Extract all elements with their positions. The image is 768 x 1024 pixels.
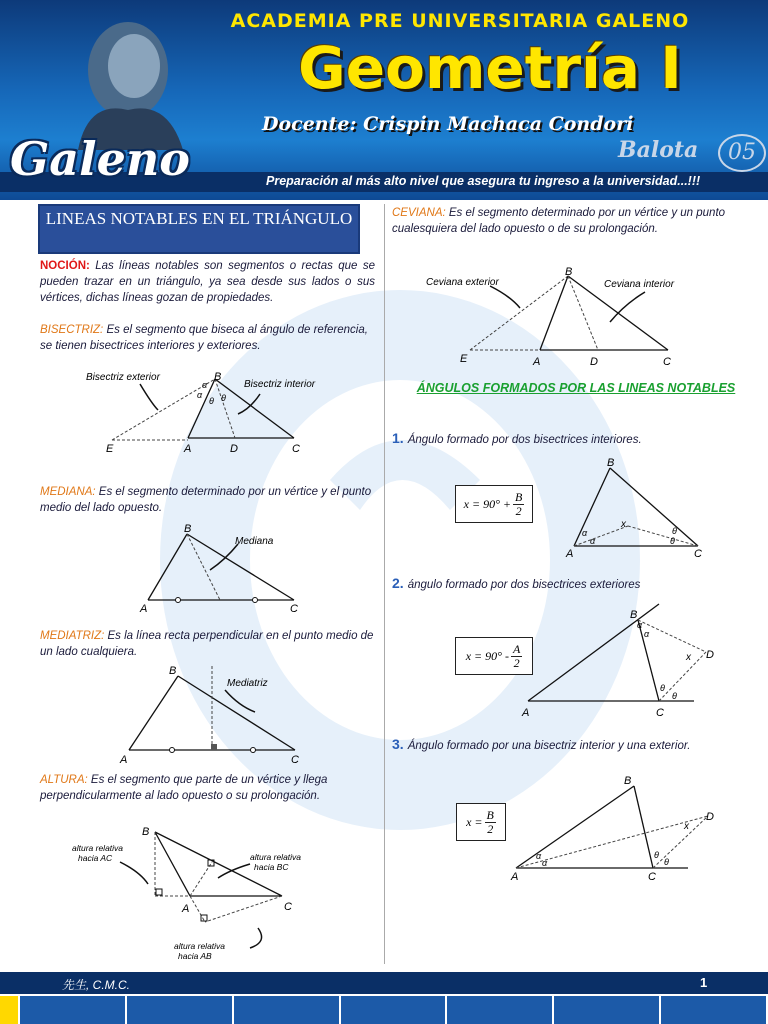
formula-box-3 <box>456 803 506 841</box>
vertex-a-label: A <box>120 754 128 766</box>
vertex-c-label: C <box>292 443 300 455</box>
vertex-b-label: B <box>565 266 573 278</box>
angle-alpha-1: α <box>582 528 588 538</box>
mediatriz-term: MEDIATRIZ: <box>40 630 105 642</box>
column-divider <box>384 204 385 964</box>
angle-alpha-1: α <box>202 380 208 390</box>
teacher-name: Docente: Crispin Machaca Condori <box>262 113 634 135</box>
formula-denominator: 2 <box>515 503 522 518</box>
nocion-term: NOCIÓN: <box>40 260 90 272</box>
mediana-term: MEDIANA: <box>40 486 96 498</box>
mediatriz-label: Mediatriz <box>227 678 268 689</box>
bisectriz-figure <box>80 364 340 460</box>
mediana-label: Mediana <box>235 536 274 547</box>
academy-name: ACADEMIA PRE UNIVERSITARIA GALENO <box>230 10 690 32</box>
vertex-b-label: B <box>214 371 222 383</box>
bisectriz-term: BISECTRIZ: <box>40 324 104 336</box>
angle-figure-3 <box>508 770 718 882</box>
vertex-d-label: D <box>706 811 714 823</box>
item-number: 1. <box>392 430 404 446</box>
ceviana-figure <box>420 262 710 370</box>
angles-section-title: ÁNGULOS FORMADOS POR LAS LINEAS NOTABLES <box>416 381 736 395</box>
vertex-c-label: C <box>694 548 702 560</box>
vertex-a-label: A <box>184 443 192 455</box>
bisectriz-interior-label: Bisectriz interior <box>244 379 316 390</box>
angle-figure-2 <box>514 600 724 722</box>
nocion-paragraph <box>40 258 375 306</box>
formula-box-1 <box>455 485 533 523</box>
vertex-d-label: D <box>706 649 714 661</box>
balota-number: 05 <box>718 134 766 172</box>
angle-x-label: x <box>621 519 626 530</box>
angle-alpha-1: α <box>536 851 542 861</box>
balota-label: Balota <box>618 137 699 163</box>
mediatriz-text: Es la línea recta perpendicular en el punto medio de un lado cualquiera. <box>40 630 374 658</box>
section-title-box <box>38 204 360 254</box>
vertex-c-label: C <box>648 871 656 882</box>
formula-left: x = 90° - <box>465 648 509 663</box>
vertex-b-label: B <box>630 609 638 621</box>
angle-alpha-2: α <box>590 536 596 546</box>
formula-numerator: B <box>486 807 494 822</box>
vertex-d-label: D <box>590 356 598 368</box>
ceviana-text: Es el segmento determinado por un vértice y un punto cualesquiera del lado opuesto o de su prolongación. <box>392 207 726 235</box>
altura-term: ALTURA: <box>40 774 88 786</box>
altura-bc-label-2: hacia BC <box>254 862 289 872</box>
angle-theta-1: θ <box>660 683 665 693</box>
ceviana-interior-label: Ceviana interior <box>604 279 675 290</box>
angle-item-3 <box>392 736 712 754</box>
altura-ab-label-1: altura relativa <box>174 941 226 951</box>
angle-alpha-2: α <box>542 858 548 868</box>
mediatriz-paragraph <box>40 628 375 660</box>
ceviana-exterior-label: Ceviana exterior <box>426 277 499 288</box>
altura-ac-label-1: altura relativa <box>72 843 124 853</box>
galeno-logo: Galeno <box>10 132 190 186</box>
angle-theta-1: θ <box>209 396 214 406</box>
footer-decoration <box>0 996 768 1024</box>
course-title: Geometría I <box>298 34 682 102</box>
formula-left: x = 90° + <box>463 496 511 511</box>
altura-figure <box>70 822 320 968</box>
angle-theta-2: θ <box>664 857 669 867</box>
vertex-b-label: B <box>142 826 150 838</box>
formula-denominator: 2 <box>487 821 494 836</box>
vertex-b-label: B <box>607 457 615 469</box>
page-number: 1 <box>700 975 708 990</box>
vertex-e-label: E <box>106 443 114 455</box>
section-title: LINEAS NOTABLES EN EL TRIÁNGULO <box>45 209 353 228</box>
altura-ac-label-2: hacia AC <box>78 853 113 863</box>
nocion-text: Las líneas notables son segmentos o rectas que se pueden trazar en un triángulo, ya sea desde sus lados o sus vértices, dichas líneas gozan de propiedades. <box>40 260 375 304</box>
angle-x-label: x <box>684 821 689 832</box>
altura-bc-label-1: altura relativa <box>250 852 302 862</box>
angle-figure-1 <box>560 452 710 564</box>
angle-theta-2: θ <box>670 536 675 546</box>
ceviana-paragraph <box>392 205 732 237</box>
vertex-c-label: C <box>290 603 298 615</box>
vertex-b-label: B <box>184 523 192 535</box>
vertex-d-label: D <box>230 443 238 455</box>
vertex-b-label: B <box>169 665 177 677</box>
angle-theta-1: θ <box>654 850 659 860</box>
item-number: 2. <box>392 575 404 591</box>
angle-alpha-1: α <box>637 620 643 630</box>
portrait-image <box>48 0 188 150</box>
angle-alpha-2: α <box>644 629 650 639</box>
bisectriz-paragraph <box>40 322 375 354</box>
vertex-c-label: C <box>663 356 671 368</box>
mediana-paragraph <box>40 484 375 516</box>
slogan: Preparación al más alto nivel que asegura tu ingreso a la universidad...!!! <box>266 174 701 188</box>
vertex-c-label: C <box>284 901 292 913</box>
vertex-a-label: A <box>533 356 541 368</box>
formula-numerator: A <box>512 641 521 656</box>
item-text: Ángulo formado por una bisectriz interior y una exterior. <box>407 740 691 752</box>
item-text: Ángulo formado por dos bisectrices interiores. <box>407 434 642 446</box>
vertex-b-label: B <box>624 775 632 787</box>
vertex-c-label: C <box>656 707 664 719</box>
angle-theta-2: θ <box>221 393 226 403</box>
vertex-a-label: A <box>182 903 190 915</box>
bisectriz-text: Es el segmento que biseca al ángulo de referencia, se tienen bisectrices interiores y exteriores. <box>40 324 368 352</box>
vertex-c-label: C <box>291 754 299 766</box>
item-number: 3. <box>392 736 404 752</box>
formula-left: x = <box>466 814 483 829</box>
altura-text: Es el segmento que parte de un vértice y llega perpendicularmente al lado opuesto o su prolongación. <box>40 774 328 802</box>
vertex-a-label: A <box>566 548 574 560</box>
altura-paragraph <box>40 772 360 804</box>
vertex-a-label: A <box>522 707 530 719</box>
vertex-a-label: A <box>140 603 148 615</box>
angle-alpha-2: α <box>197 390 203 400</box>
formula-denominator: 2 <box>513 655 520 670</box>
footer-signature: 先生, C.M.C. <box>62 978 130 992</box>
altura-ab-label-2: hacia AB <box>178 951 212 961</box>
formula-numerator: B <box>514 489 523 504</box>
ceviana-term: CEVIANA: <box>392 207 446 219</box>
mediana-text: Es el segmento determinado por un vértice y el punto medio del lado opuesto. <box>40 486 372 514</box>
angle-item-1 <box>392 430 642 448</box>
vertex-a-label: A <box>511 871 519 882</box>
angle-item-2 <box>392 575 640 593</box>
item-text: ángulo formado por dos bisectrices exteriores <box>407 579 641 591</box>
angle-x-label: x <box>686 652 691 663</box>
page-header <box>0 0 768 200</box>
angle-theta-1: θ <box>672 526 677 536</box>
angle-theta-2: θ <box>672 691 677 701</box>
vertex-e-label: E <box>460 353 468 365</box>
mediana-figure <box>130 520 320 616</box>
mediatriz-figure <box>115 662 315 768</box>
bisectriz-exterior-label: Bisectriz exterior <box>86 372 160 383</box>
